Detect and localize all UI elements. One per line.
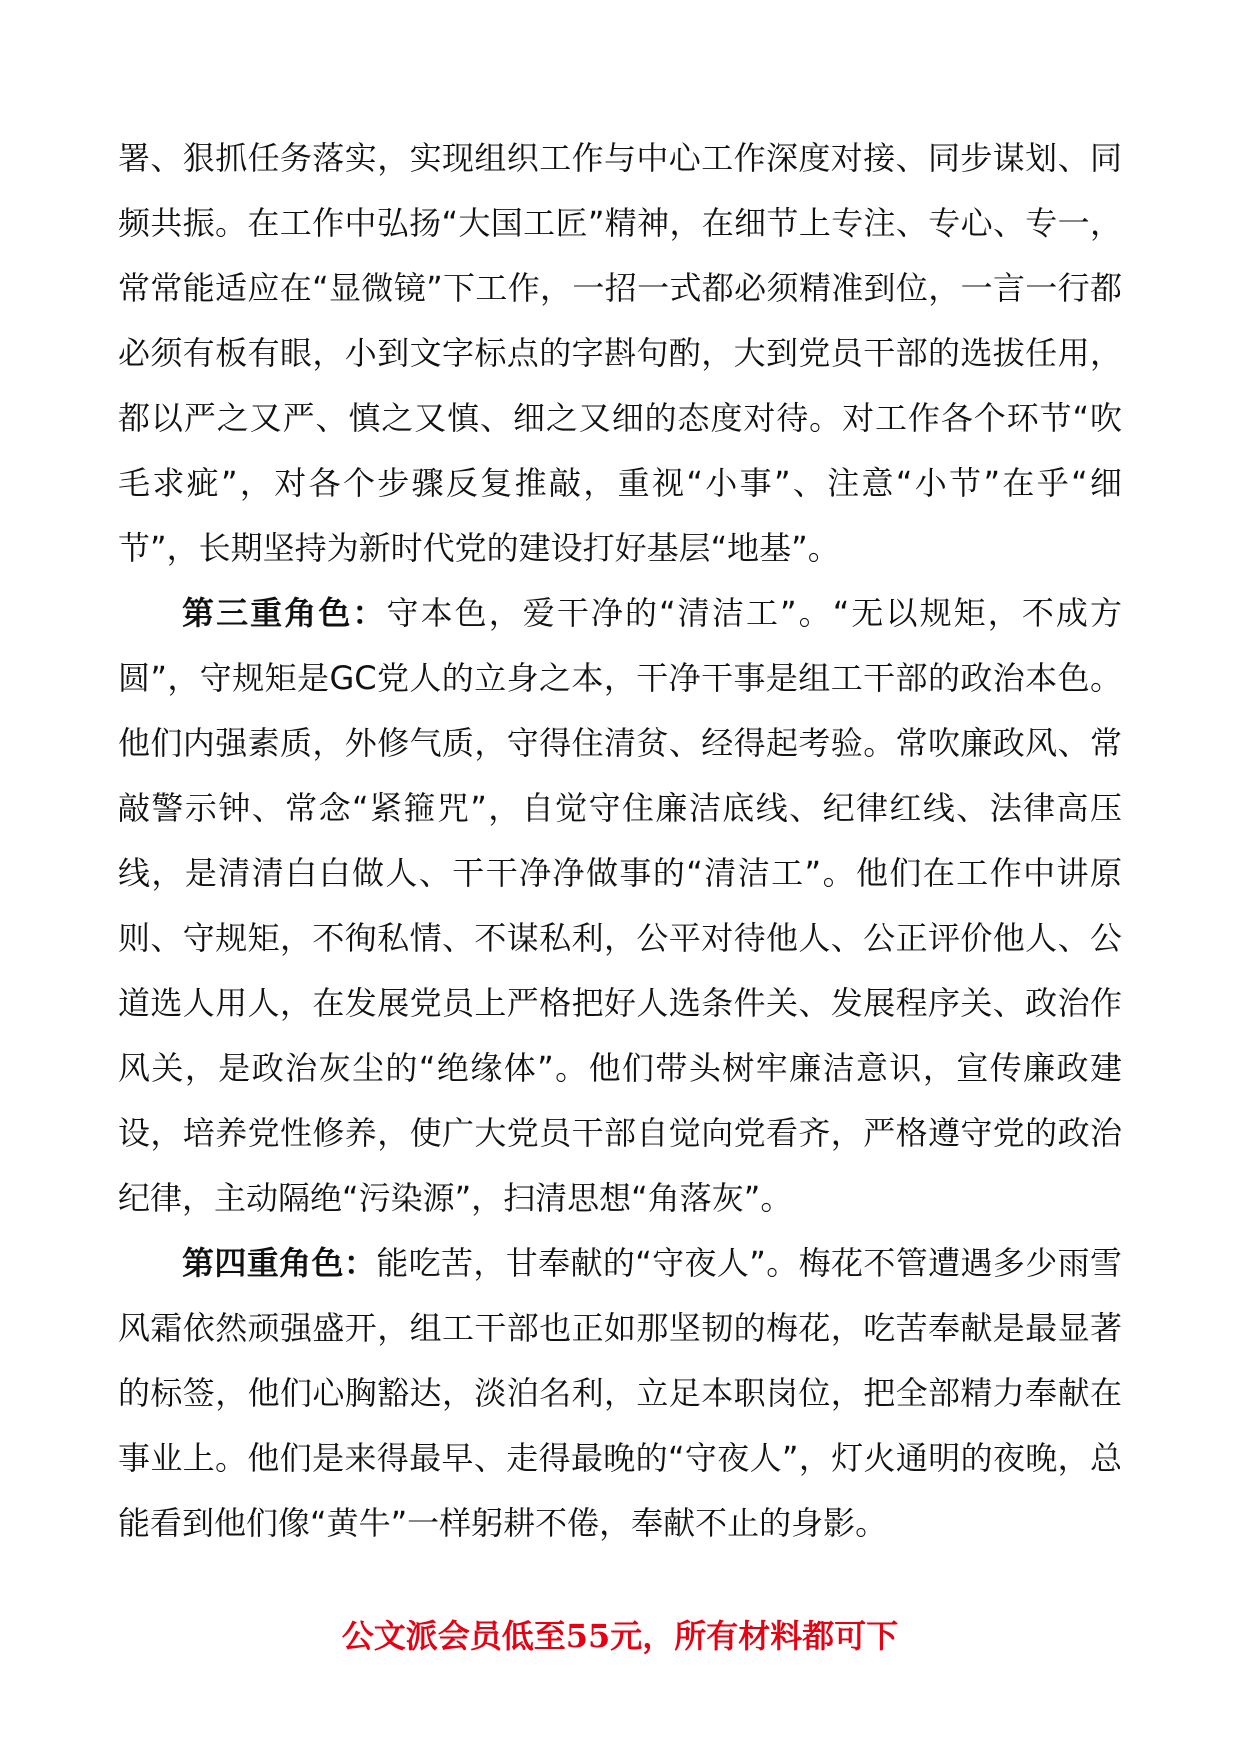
paragraph-role-three <box>118 581 1122 1231</box>
paragraph-role-four <box>118 1231 1122 1556</box>
promo-footer-note: 公文派会员低至55元，所有材料都可下 <box>341 1617 899 1655</box>
paragraph-body: 署、狠抓任务落实，实现组织工作与中心工作深度对接、同步谋划、同频共振。在工作中弘扬“大国工匠”精神，在细节上专注、专心、专一，常常能适应在“显微镜”下工作，一招一式都必须精准到位，一言一行都必须有板有眼，小到文字标点的字斟句酌，大到党员干部的选拔任用，都以严之又严、慎之又慎、细之又细的态度对待。对工作各个环节“吹毛求疵”，对各个步骤反复推敲，重视“小事”、注意“小节”在乎“细节”，长期坚持为新时代党的建设打好基层“地基”。 <box>118 139 1122 567</box>
paragraph-lead: 第四重角色： <box>182 1244 377 1282</box>
paragraph-lead: 第三重角色： <box>182 594 387 632</box>
paragraph-body: 能吃苦，甘奉献的“守夜人”。梅花不管遭遇多少雨雪风霜依然顽强盛开，组工干部也正如那坚韧的梅花，吃苦奉献是最显著的标签，他们心胸豁达，淡泊名利，立足本职岗位，把全部精力奉献在事业上。他们是来得最早、走得最晚的“守夜人”，灯火通明的夜晚，总能看到他们像“黄牛”一样躬耕不倦，奉献不止的身影。 <box>118 1244 1122 1542</box>
paragraph-body: 守本色，爱干净的“清洁工”。“无以规矩，不成方圆”，守规矩是GC党人的立身之本，干净干事是组工干部的政治本色。他们内强素质，外修气质，守得住清贫、经得起考验。常吹廉政风、常敲警示钟、常念“紧箍咒”，自觉守住廉洁底线、纪律红线、法律高压线，是清清白白做人、干干净净做事的“清洁工”。他们在工作中讲原则、守规矩，不徇私情、不谋私利，公平对待他人、公正评价他人、公道选人用人，在发展党员上严格把好人选条件关、发展程序关、政治作风关，是政治灰尘的“绝缘体”。他们带头树牢廉洁意识，宣传廉政建设，培养党性修养，使广大党员干部自觉向党看齐，严格遵守党的政治纪律，主动隔绝“污染源”，扫清思想“角落灰”。 <box>118 594 1122 1217</box>
body-text <box>118 126 1122 1556</box>
paragraph-continuation <box>118 126 1122 581</box>
